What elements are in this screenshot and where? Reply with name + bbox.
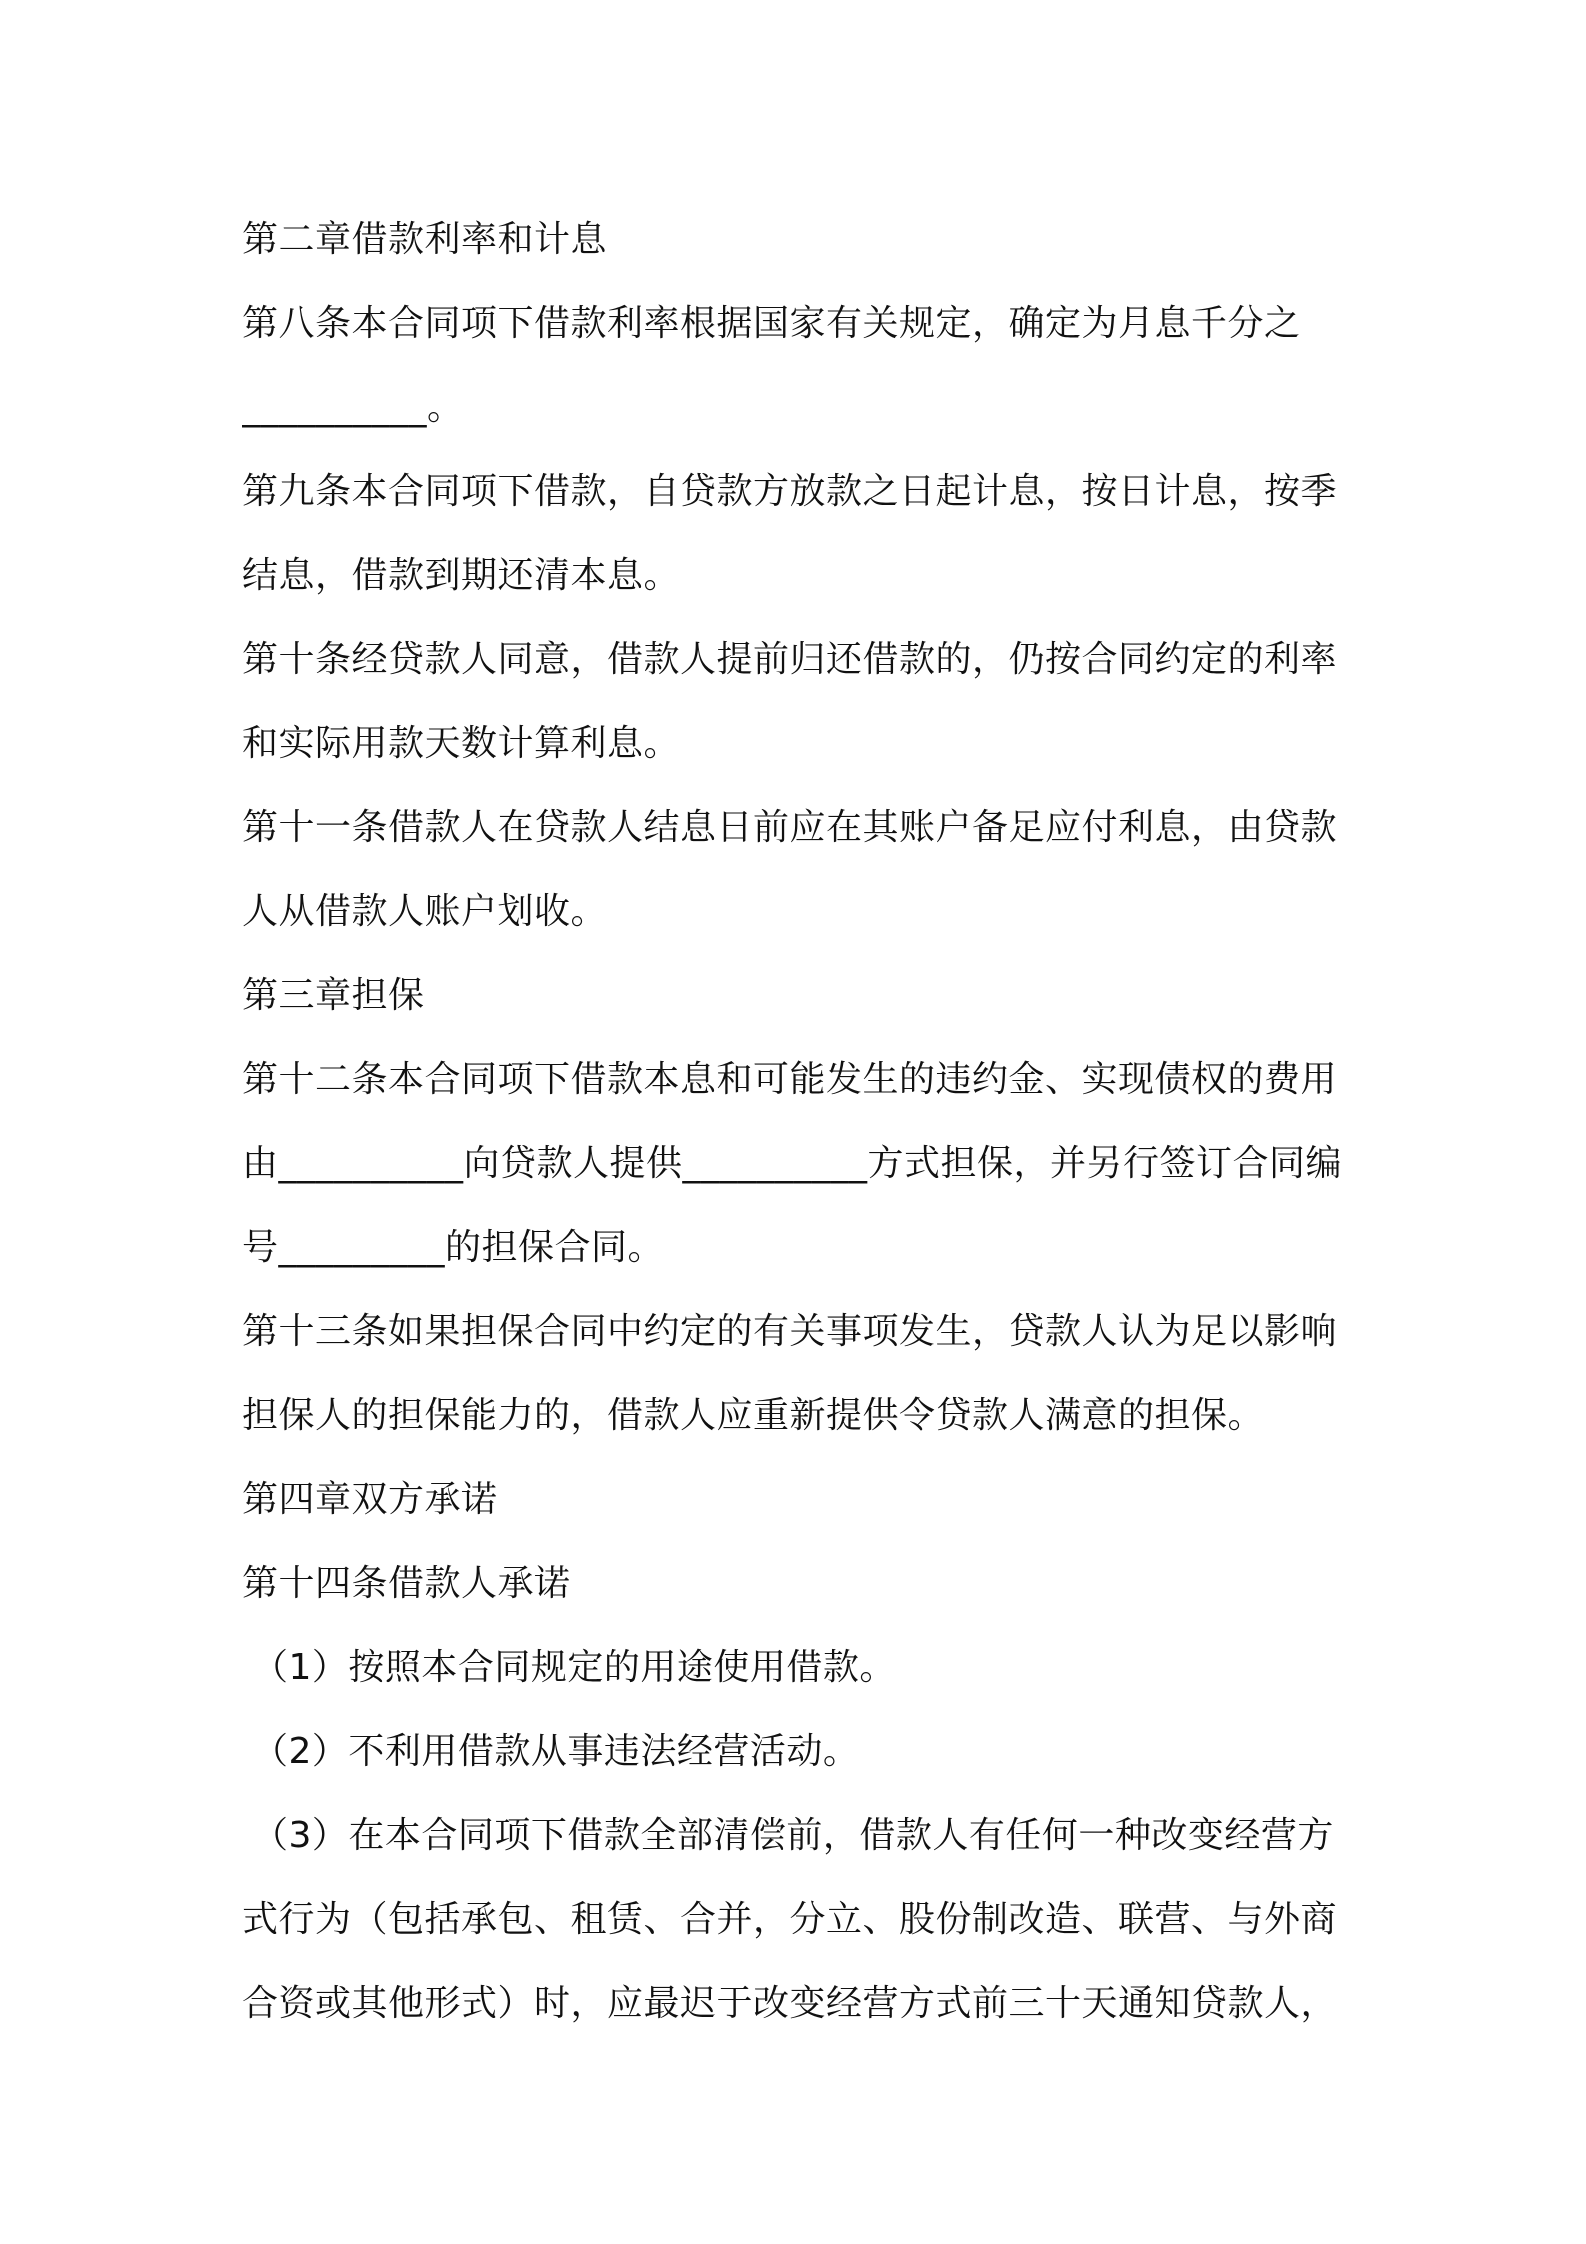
- article-14-item-3-line-2: 式行为（包括承包、租赁、合并，分立、股份制改造、联营、与外商: [242, 1899, 1338, 1940]
- article-14-item-3-line-3: 合资或其他形式）时，应最迟于改变经营方式前三十天通知贷款人，: [242, 1983, 1338, 2024]
- chapter-2-heading: 第二章借款利率和计息: [242, 219, 608, 260]
- article-11-line-1: 第十一条借款人在贷款人结息日前应在其账户备足应付利息，由贷款: [242, 807, 1338, 848]
- article-14-item-2: （2）不利用借款从事违法经营活动。: [252, 1731, 860, 1772]
- article-10-line-1: 第十条经贷款人同意，借款人提前归还借款的，仍按合同约定的利率: [242, 639, 1338, 680]
- article-14-item-3-line-1: （3）在本合同项下借款全部清偿前，借款人有任何一种改变经营方: [252, 1815, 1334, 1856]
- article-9-line-2: 结息，借款到期还清本息。: [242, 555, 681, 596]
- article-8-line-2: __________。: [242, 387, 464, 428]
- document-body: [242, 198, 1362, 2046]
- article-12-line-1: 第十二条本合同项下借款本息和可能发生的违约金、实现债权的费用: [242, 1059, 1338, 1100]
- chapter-3-heading: 第三章担保: [242, 975, 425, 1016]
- article-10-line-2: 和实际用款天数计算利息。: [242, 723, 681, 764]
- article-8-line-1: 第八条本合同项下借款利率根据国家有关规定，确定为月息千分之: [242, 303, 1301, 344]
- article-13-line-2: 担保人的担保能力的，借款人应重新提供令贷款人满意的担保。: [242, 1395, 1265, 1436]
- article-14-heading: 第十四条借款人承诺: [242, 1563, 571, 1604]
- article-9-line-1: 第九条本合同项下借款，自贷款方放款之日起计息，按日计息，按季: [242, 471, 1338, 512]
- article-13-line-1: 第十三条如果担保合同中约定的有关事项发生，贷款人认为足以影响: [242, 1311, 1338, 1352]
- chapter-4-heading: 第四章双方承诺: [242, 1479, 498, 1520]
- article-14-item-1: （1）按照本合同规定的用途使用借款。: [252, 1647, 896, 1688]
- article-11-line-2: 人从借款人账户划收。: [242, 891, 608, 932]
- article-12-line-2: 由__________向贷款人提供__________方式担保，并另行签订合同编: [242, 1143, 1343, 1184]
- article-12-line-3: 号_________的担保合同。: [242, 1227, 665, 1268]
